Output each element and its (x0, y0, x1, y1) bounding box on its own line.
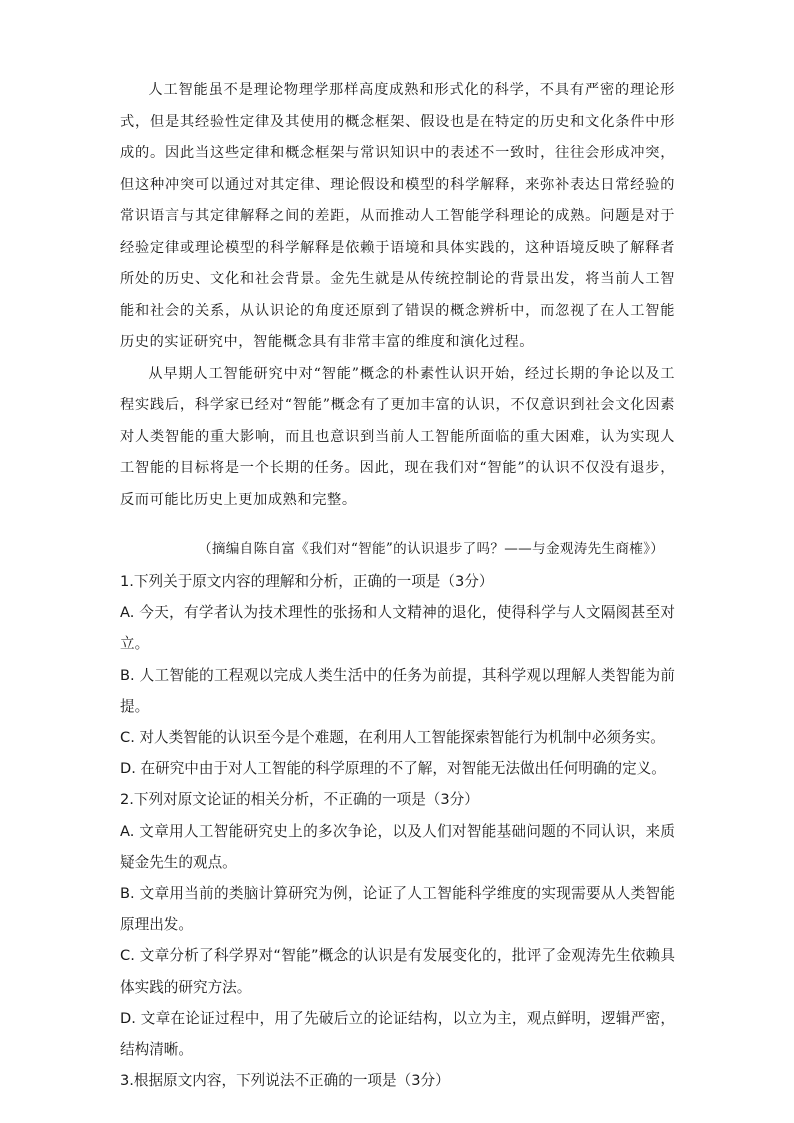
question-3-stem: 3.根据原文内容，下列说法不正确的一项是（3分） (120, 1072, 450, 1090)
reading-passage (120, 75, 675, 516)
passage-paragraph-1: 人工智能虽不是理论物理学那样高度成熟和形式化的科学，不具有严密的理论形式，但是其经验性定律及其使用的概念框架、假设也是在特定的历史和文化条件中形成的。因此当这些定律和概念框架与常识知识中的表述不一致时，往往会形成冲突，但这种冲突可以通过对其定律、理论假设和模型的科学解释，来弥补表达日常经验的常识语言与其定律解释之间的差距，从而推动人工智能学科理论的成熟。问题是对于经验定律或理论模型的科学解释是依赖于语境和具体实践的，这种语境反映了解释者所处的历史、文化和社会背景。金先生就是从传统控制论的背景出发，将当前人工智能和社会的关系，从认识论的角度还原到了错误的概念辨析中，而忽视了在人工智能历史的实证研究中，智能概念具有非常丰富的维度和演化过程。 (120, 82, 675, 350)
question-1-option-d: D. 在研究中由于对人工智能的科学原理的不了解，对智能无法做出任何明确的定义。 (120, 760, 666, 778)
passage-paragraph-2: 从早期人工智能研究中对“智能”概念的朴素性认识开始，经过长期的争论以及工程实践后，科学家已经对“智能”概念有了更加丰富的认识，不仅意识到社会文化因素对人类智能的重大影响，而且也意识到当前人工智能所面临的重大困难，认为实现人工智能的目标将是一个长期的任务。因此，现在我们对“智能”的认识不仅没有退步，反而可能比历史上更加成熟和完整。 (120, 365, 675, 508)
question-2-option-a: A. 文章用人工智能研究史上的多次争论，以及人们对智能基础问题的不同认识，来质疑金先生的观点。 (120, 822, 675, 871)
question-2-option-c: C. 文章分析了科学界对“智能”概念的认识是有发展变化的，批评了金观涛先生依赖具体实践的研究方法。 (120, 947, 675, 996)
question-2-option-d: D. 文章在论证过程中，用了先破后立的论证结构，以立为主，观点鲜明，逻辑严密，结构清晰。 (120, 1009, 675, 1059)
question-1-stem: 1.下列关于原文内容的理解和分析，正确的一项是（3分） (120, 573, 494, 590)
passage-source: （摘编自陈自富《我们对“智能”的认识退步了吗？——与金观涛先生商榷》） (198, 541, 665, 557)
question-2-option-b: B. 文章用当前的类脑计算研究为例，论证了人工智能科学维度的实现需要从人类智能原理出发。 (120, 885, 675, 934)
question-1-option-b: B. 人工智能的工程观以完成人类生活中的任务为前提，其科学观以理解人类智能为前提。 (120, 666, 675, 715)
question-list (120, 566, 675, 1096)
question-2-stem: 2.下列对原文论证的相关分析，不正确的一项是（3分） (120, 791, 479, 809)
question-1-option-c: C. 对人类智能的认识至今是个难题，在利用人工智能探索智能行为机制中必须务实。 (120, 729, 665, 747)
question-1-option-a: A. 今天，有学者认为技术理性的张扬和人文精神的退化，使得科学与人文隔阂甚至对立。 (120, 604, 675, 653)
